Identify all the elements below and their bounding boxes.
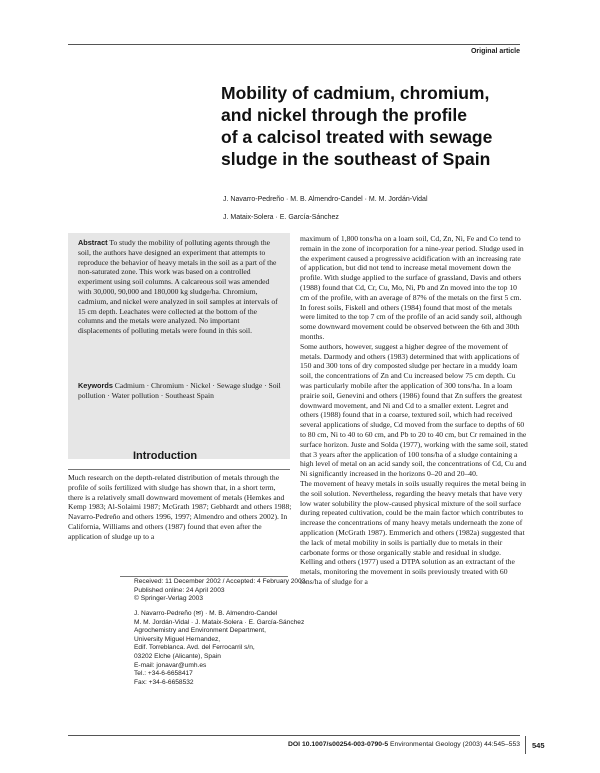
journal-citation: Environmental Geology (2003) 44:545–553 <box>390 741 520 748</box>
abstract-body: To study the mobility of polluting agents through the soil, the authors have designed an experiment that attempts to reproduce the behavior of heavy metals in the soil as a part of the non-saturated zone. This work was based on a controlled experiment using soil columns. A calcareous soil was amended with 30,000, 90,000 and 180,000 kg sludge/ha. Chromium, cadmium, and nickel were analyzed in soil samples at intervals of 15 cm depth. Leachates were collected at the bottom of the columns and the metals were analyzed. No important displacements of polluting metals were found in this soil. <box>78 238 278 336</box>
phone-line: Tel.: +34-6-6658417 <box>134 670 193 678</box>
body-paragraph-4: Kelling and others (1977) used a DTPA solution as an extractant of the metals, monitoring the movement in soils previously treated with 60 tons/ha of sludge for a <box>300 557 515 586</box>
keywords-list: Cadmium · Chromium · Nickel · Sewage sludge · Soil pollution · Water pollution · Southeast Spain <box>78 381 281 400</box>
affiliation-line: Agrochemistry and Environment Department, <box>134 627 266 635</box>
received-dates <box>134 578 306 604</box>
title-line: Mobility of cadmium, chromium, <box>221 83 490 103</box>
affiliation-line: Edif. Torreblanca. Avd. del Ferrocarril s/n, <box>134 644 255 652</box>
body-paragraph-2: Some authors, however, suggest a higher degree of the movement of metals. Darmody and others (1983) determined that with applications of 150 and 300 tons of dry composted sludge per hectare in a muddy loam soil, the concentrations of Zn and Cu increased below 75 cm depth. Cu was particularly mobile after the application of 300 tons/ha. In a loam prairie soil, Genevini and others (1986) found that Zn suffers the greatest downward movement, and Ni and Cd to a smaller extent. Legret and others (1988) found that in a coarse, textured soil, which had received several applications of sludge, Cd moved from the surface to depths of 60 to 80 cm, Ni to 40 to 60 cm, and Pb to 20 to 40 cm, but Cr remained in the surface horizon. Juste and Solda (1977), working with the same soil, stated that 3 years after the application of 100 tons/ha of a sludge containing a high level of metal on an acid sandy soil, the concentrations of Cd, Cu and Ni significantly increased in the horizons 0–20 and 20–40. <box>300 341 528 479</box>
affiliation-line: J. Navarro-Pedreño (✉) · M. B. Almendro-Candel <box>134 610 278 617</box>
authors-line-1: J. Navarro-Pedreño · M. B. Almendro-Candel · M. M. Jordán-Vidal <box>223 196 428 203</box>
title-line: of a calcisol treated with sewage <box>221 127 493 147</box>
abstract <box>78 238 284 336</box>
footer-separator <box>525 736 526 754</box>
section-heading-introduction: Introduction <box>133 450 198 462</box>
article-type-label: Original article <box>470 48 520 55</box>
received-rule <box>120 576 288 577</box>
received-line: Received: 11 December 2002 / Accepted: 4 February 2003 <box>134 578 306 585</box>
fax-line: Fax: +34-6-6658532 <box>134 678 194 686</box>
affiliation-block <box>134 610 305 687</box>
authors-line-2: J. Mataix-Solera · E. García-Sánchez <box>223 214 339 221</box>
body-paragraph-3: The movement of heavy metals in soils usually requires the metal being in the soil solution. Nevertheless, regarding the heavy metals that have very low water solubility the plow-caused physical mixture of the soil surface during repeated cultivation, could be the main factor which contributes to increase the concentrations of many heavy metals underneath the zone of application (McGrath 1987). Emmerich and others (1982a) suggested that the lack of metal mobility in soils is partially due to metals in their carbonate forms or those organically stable and residual in sludge. <box>300 478 527 557</box>
affiliation-line: University Miguel Hernandez, <box>134 635 221 643</box>
footer-rule <box>68 735 520 736</box>
title-line: sludge in the southeast of Spain <box>221 149 491 169</box>
article-title <box>221 82 541 170</box>
right-column <box>300 234 528 587</box>
author-list <box>223 191 543 227</box>
header-rule <box>68 44 520 45</box>
abstract-label: Abstract <box>78 238 108 247</box>
published-line: Published online: 24 April 2003 <box>134 586 225 594</box>
doi-text: DOI 10.1007/s00254-003-0790-5 <box>287 741 389 748</box>
affiliation-line: M. M. Jordán-Vidal · J. Mataix-Solera · E. García-Sánchez <box>134 618 305 626</box>
section-rule <box>68 469 290 470</box>
footer-citation <box>288 741 520 748</box>
intro-paragraph: Much research on the depth-related distribution of metals through the profile of soils fertilized with sludge has shown that, in a short term, there is a relatively small downward movement of metals (Hemkes and Kemp 1983; Al-Solaimi 1987; McGrath 1987; Gebhardt and others 1988; Navarro-Pedreño and others 1996, 1997; Almendro and others 2002). In California, Williams and others (1987) found that even after the application of sludge up to a <box>68 473 292 541</box>
body-paragraph-1: maximum of 1,800 tons/ha on a loam soil, Cd, Zn, Ni, Fe and Co tend to remain in the zone of incorporation for a nine-year period. Sludge used in the experiment caused a progressive acidification with an increasing rate of application, but did not tend to increase metal movement down the profile. With sludge applied to the surface of grassland, Davis and others (1988) found that Cd, Cr, Cu, Mo, Ni, Pb and Zn moved into the top 10 cm of the profile, with an average of 87% of the metals on the first 5 cm. In forest soils, Fiskell and others (1984) found that most of the metals were limited to the top 7 cm of the profile of an acid sandy soil, although some downward movement could be observed between the 6th and 30th months. <box>300 234 524 341</box>
copyright-line: © Springer-Verlag 2003 <box>134 595 204 603</box>
email-line: E-mail: jonavar@umh.es <box>134 661 207 669</box>
affiliation-line: 03202 Elche (Alicante), Spain <box>134 652 221 660</box>
keywords-label: Keywords <box>78 381 113 390</box>
title-line: and nickel through the profile <box>221 105 467 125</box>
page-number: 545 <box>532 741 545 750</box>
keywords <box>78 381 284 401</box>
